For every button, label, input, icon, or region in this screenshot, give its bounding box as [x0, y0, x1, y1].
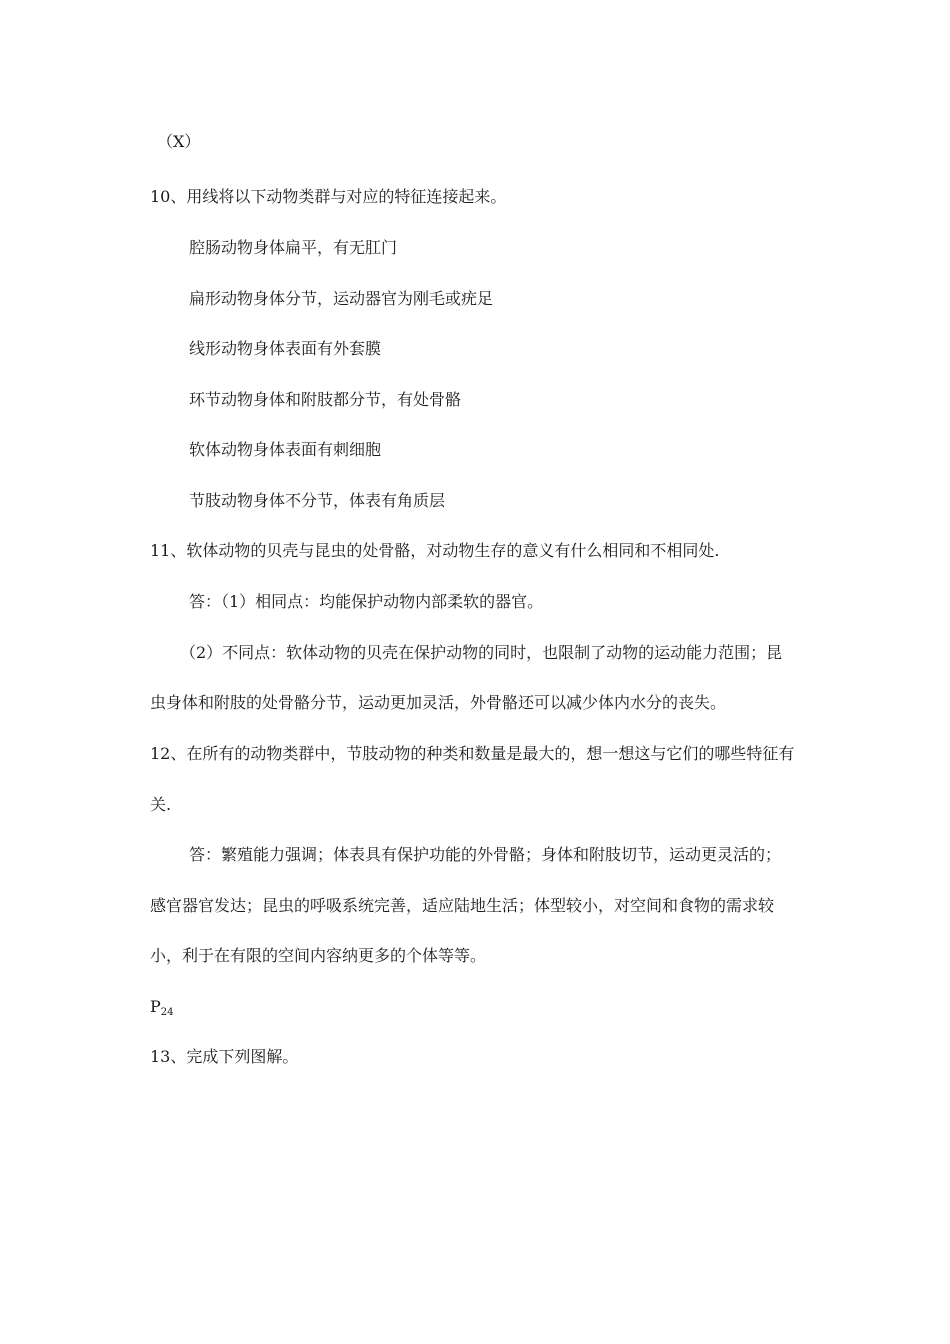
question-11-answer-1: 答：（1）相同点：均能保护动物内部柔软的器官。: [189, 592, 544, 611]
question-12-line-2: 关.: [150, 795, 172, 814]
question-10: 10、用线将以下动物类群与对应的特征连接起来。: [150, 187, 507, 206]
question-12-line-1: 12、在所有的动物类群中，节肢动物的种类和数量是最大的，想一想这与它们的哪些特征有: [150, 744, 795, 763]
question-11-answer-2-line-1: （2）不同点：软体动物的贝壳在保护动物的同时，也限制了动物的运动能力范围；昆: [180, 643, 783, 662]
question-10-item-5: 软体动物身体表面有刺细胞: [189, 440, 382, 459]
question-11: 11、软体动物的贝壳与昆虫的处骨骼，对动物生存的意义有什么相同和不相同处.: [150, 541, 720, 560]
question-12-answer-line-1: 答：繁殖能力强调；体表具有保护功能的外骨骼；身体和附肢切节，运动更灵活的；: [189, 845, 782, 864]
answer-mark: （X）: [157, 132, 201, 151]
question-11-answer-2-line-2: 虫身体和附肢的处骨骼分节，运动更加灵活，外骨骼还可以减少体内水分的丧失。: [150, 693, 727, 712]
question-10-item-4: 环节动物身体和附肢都分节，有处骨骼: [189, 390, 462, 409]
question-10-item-3: 线形动物身体表面有外套膜: [189, 339, 382, 358]
page-reference-letter: P: [150, 997, 161, 1016]
question-12-answer-line-2: 感官器官发达；昆虫的呼吸系统完善，适应陆地生活；体型较小，对空间和食物的需求较: [150, 896, 775, 915]
page-reference-number: 24: [160, 1007, 174, 1018]
page-reference: [150, 997, 174, 1023]
question-12-answer-line-3: 小，利于在有限的空间内容纳更多的个体等等。: [150, 946, 487, 965]
question-10-item-6: 节肢动物身体不分节，体表有角质层: [189, 491, 446, 510]
question-13: 13、完成下列图解。: [150, 1047, 299, 1066]
question-10-item-1: 腔肠动物身体扁平，有无肛门: [189, 238, 398, 257]
question-10-item-2: 扁形动物身体分节，运动器官为刚毛或疣足: [189, 289, 494, 308]
